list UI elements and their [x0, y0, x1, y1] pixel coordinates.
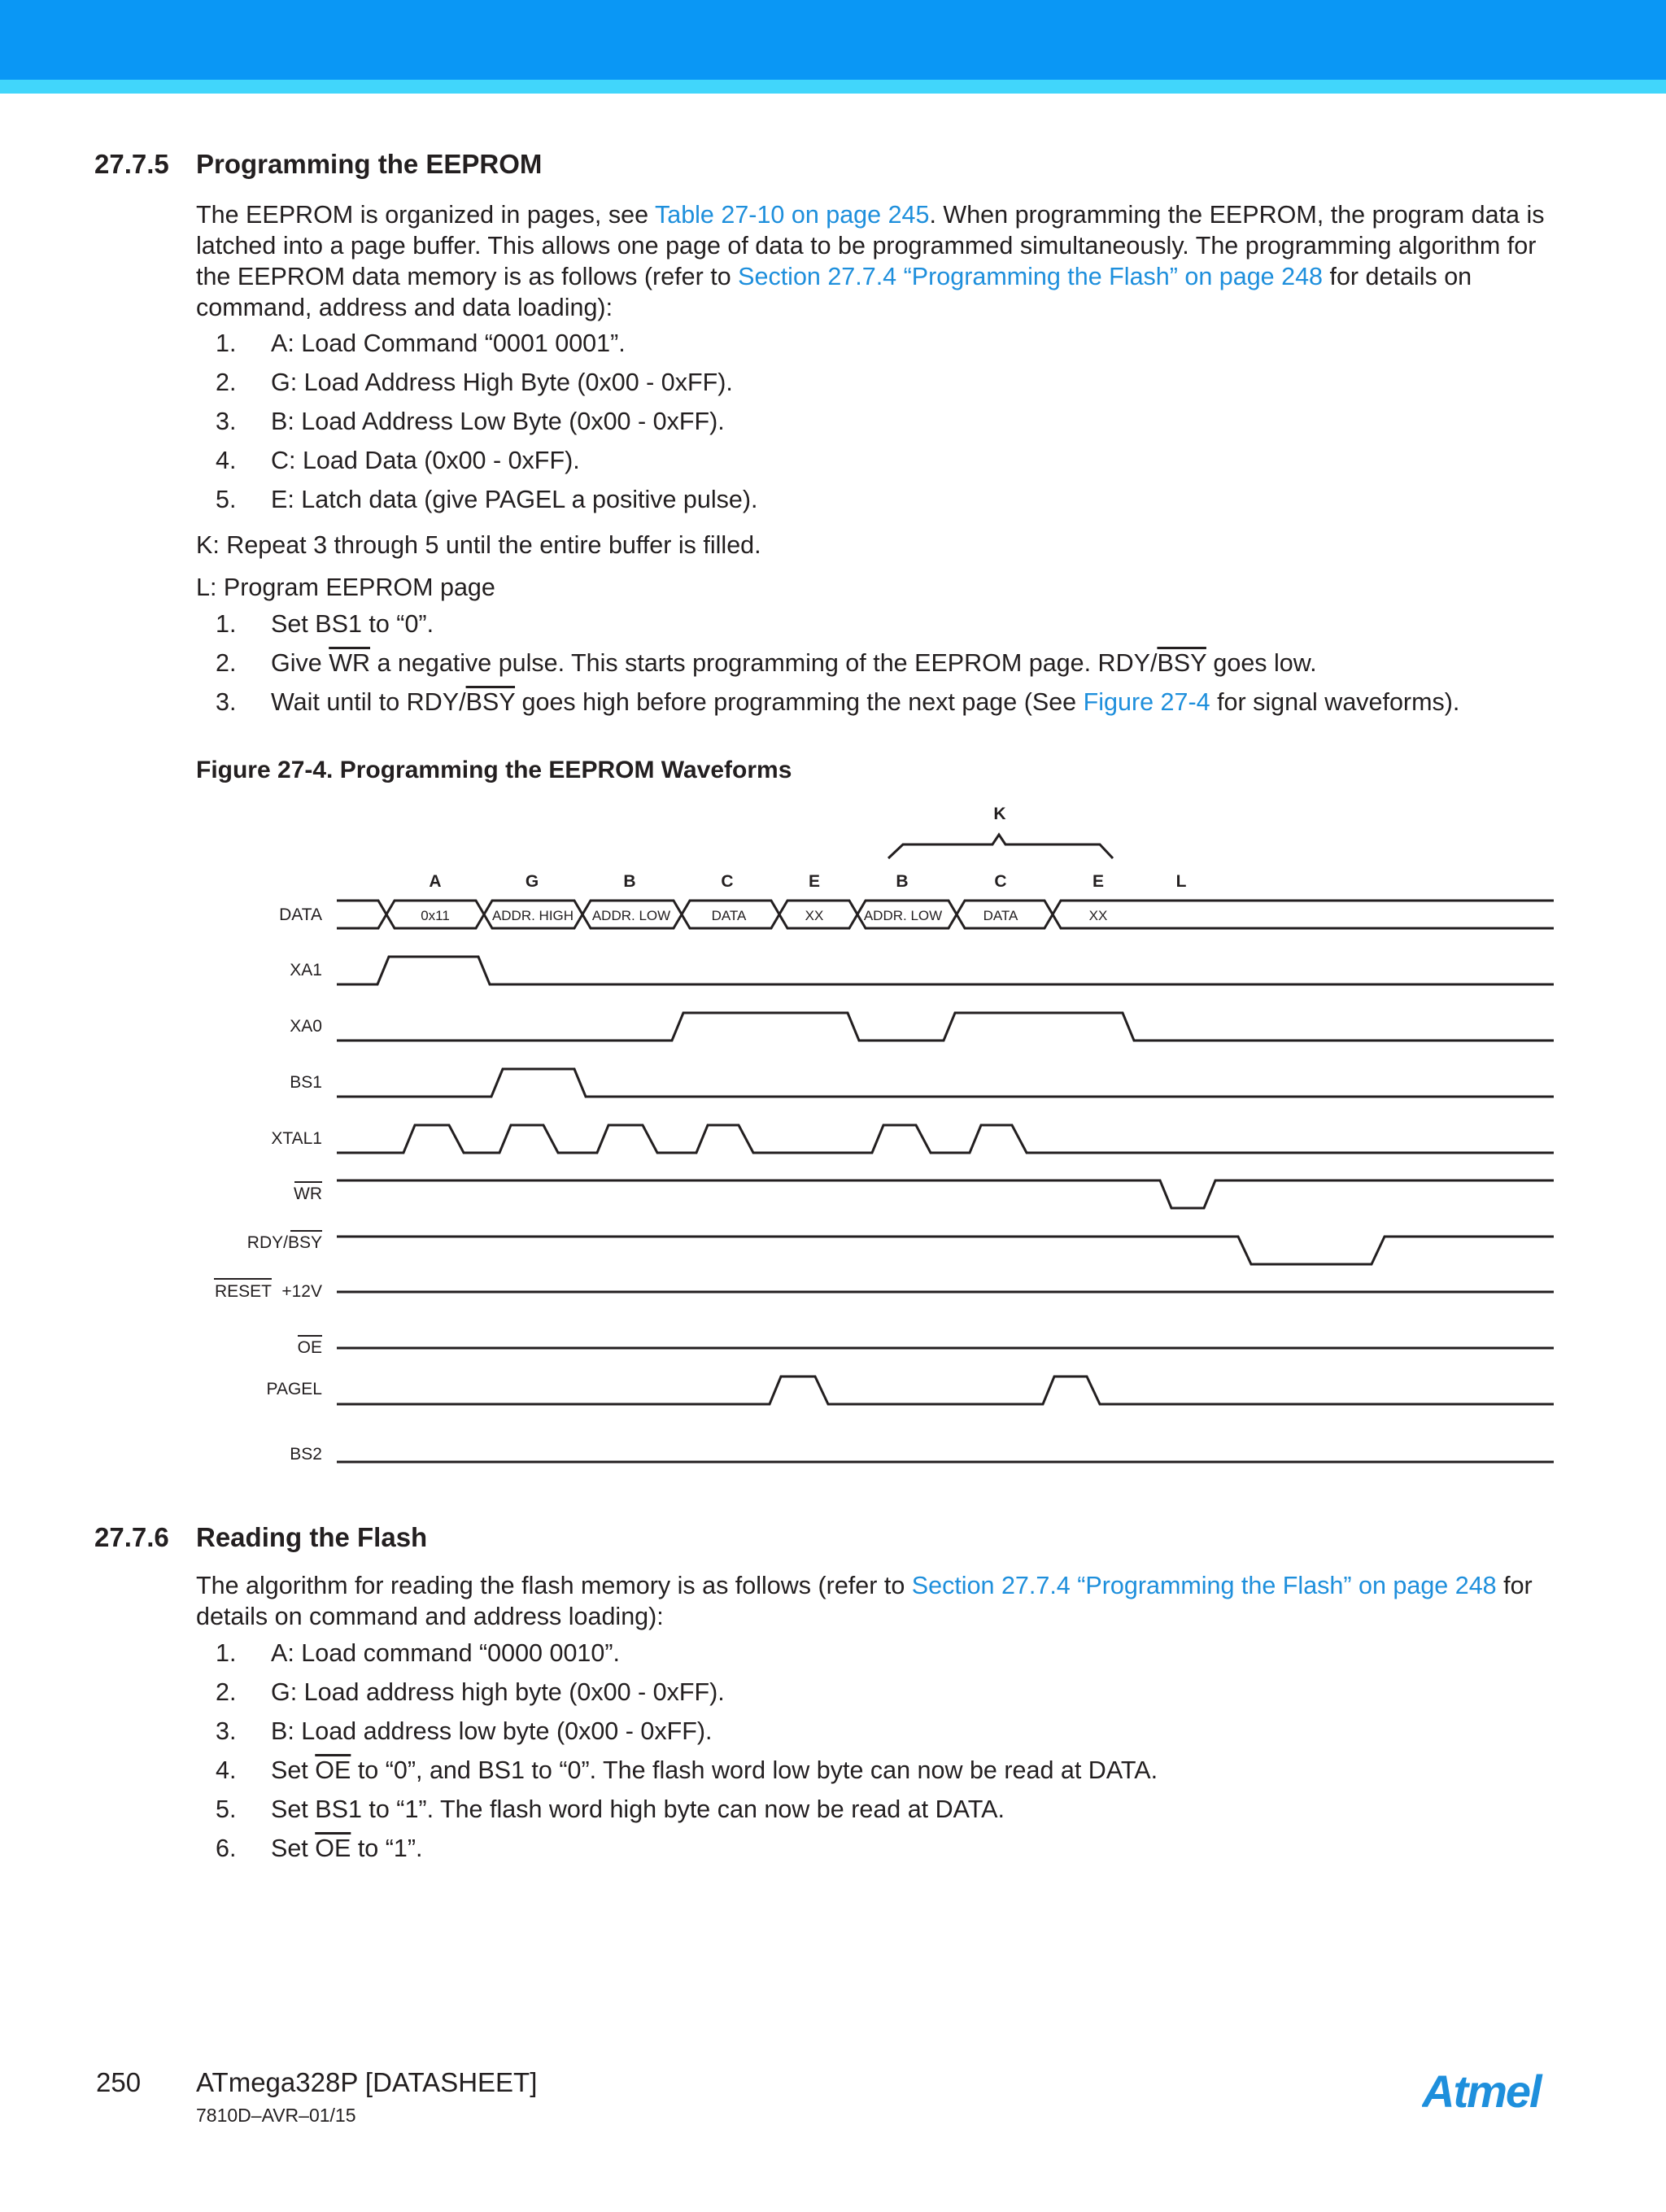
list-text: E: Latch data (give PAGEL a positive pulse). — [271, 486, 758, 513]
data-cell: DATA — [983, 908, 1018, 923]
list-text: A: Load Command “0001 0001”. — [271, 329, 626, 357]
list-number: 6. — [216, 1835, 237, 1862]
list-number: 4. — [216, 447, 237, 474]
section-number: 27.7.6 — [94, 1522, 169, 1552]
list-number: 3. — [216, 408, 237, 435]
intro-text: for details on command, address and data loading): — [196, 263, 1472, 321]
list-text: B: Load Address Low Byte (0x00 - 0xFF). — [271, 408, 725, 435]
list-item — [196, 484, 757, 515]
section-title: Programming the EEPROM — [196, 149, 543, 179]
list-text: G: Load address high byte (0x00 - 0xFF). — [271, 1678, 725, 1706]
reading-flash-intro-paragraph — [196, 1570, 1571, 1632]
section-heading-reading-flash — [94, 1521, 427, 1554]
xa1-waveform — [337, 957, 1554, 984]
signal-label-oe: OE — [297, 1338, 322, 1357]
page-number: 250 — [96, 2067, 142, 2097]
list-number: 1. — [216, 1639, 237, 1667]
signal-label-data: DATA — [279, 905, 322, 924]
signal-label-rdy-bsy — [247, 1233, 322, 1252]
list-text: a negative pulse. This starts programming of the EEPROM page. RDY/ — [370, 649, 1158, 677]
list-number: 5. — [216, 1795, 237, 1823]
logo-text: Atmel — [1422, 2066, 1541, 2115]
section-27-7-4-link[interactable]: Section 27.7.4 “Programming the Flash” on page 248 — [738, 263, 1324, 290]
intro-text: The EEPROM is organized in pages, see — [196, 201, 655, 229]
list-item — [196, 1833, 422, 1864]
l-program-line: L: Program EEPROM page — [196, 574, 495, 601]
document-code: 7810D–AVR–01/15 — [196, 2105, 356, 2126]
k-brace — [888, 835, 1113, 858]
k-repeat-line: K: Repeat 3 through 5 until the entire buffer is filled. — [196, 531, 761, 559]
intro-text: for details on command and address loading): — [196, 1572, 1533, 1630]
eeprom-intro-paragraph — [196, 199, 1571, 323]
list-item — [196, 1794, 1005, 1825]
section-27-7-4-link[interactable]: Section 27.7.4 “Programming the Flash” on page 248 — [911, 1572, 1497, 1599]
list-item — [196, 445, 580, 476]
list-item — [196, 1677, 725, 1708]
wr-signal: $\overline{WR}$ — [329, 649, 371, 677]
list-text: B: Load address low byte (0x00 - 0xFF). — [271, 1717, 713, 1745]
signal-label-reset-voltage: +12V — [281, 1282, 322, 1301]
list-number: 2. — [216, 369, 237, 396]
list-item — [196, 1716, 712, 1747]
list-item — [196, 1755, 1158, 1786]
signal-label-bs1: BS1 — [290, 1073, 322, 1092]
wr-waveform — [337, 1180, 1554, 1208]
list-number: 5. — [216, 486, 237, 513]
intro-text: . When programming the EEPROM, the program data is latched into a page buffer. This allows one page of data to be programmed simultaneously. The programming algorithm for the EEPROM data memory is as follows (refer to — [196, 201, 1545, 290]
data-cell: XX — [805, 908, 824, 923]
document-title: ATmega328P [DATASHEET] — [196, 2067, 538, 2097]
list-item — [196, 328, 626, 359]
list-text: Set — [271, 1756, 316, 1784]
phase-label: E — [1092, 872, 1105, 891]
eeprom-waveform-diagram — [0, 797, 1666, 1481]
list-text: goes low. — [1206, 649, 1317, 677]
signal-label-xtal1: XTAL1 — [271, 1129, 322, 1148]
signal-label-xa0: XA0 — [290, 1017, 322, 1036]
oe-signal: $\overline{OE}$ — [315, 1835, 351, 1862]
signal-label-wr: WR — [294, 1185, 322, 1203]
list-number: 2. — [216, 1678, 237, 1706]
data-cell: ADDR. LOW — [591, 908, 671, 923]
data-cell: DATA — [711, 908, 747, 923]
data-cell: ADDR. HIGH — [491, 908, 574, 923]
signal-label-bs2: BS2 — [290, 1445, 322, 1464]
list-number: 3. — [216, 1717, 237, 1745]
list-text: Give — [271, 649, 329, 677]
phase-label: C — [721, 872, 734, 891]
signal-label-xa1: XA1 — [290, 961, 322, 979]
pagel-waveform — [337, 1377, 1554, 1404]
list-number: 3. — [216, 688, 237, 716]
list-number: 4. — [216, 1756, 237, 1784]
list-item — [196, 609, 434, 639]
phase-label: G — [525, 872, 539, 891]
list-item — [196, 648, 1317, 678]
figure-27-4-link[interactable]: Figure 27-4 — [1083, 688, 1210, 716]
data-cell: 0x11 — [421, 908, 450, 923]
bsy-signal: $\overline{BSY}$ — [1157, 649, 1206, 677]
xtal1-waveform — [337, 1125, 1554, 1153]
list-text: Set BS1 to “0”. — [271, 610, 434, 638]
section-number: 27.7.5 — [94, 149, 169, 179]
phase-label: A — [429, 872, 442, 891]
oe-signal: $\overline{OE}$ — [315, 1756, 351, 1784]
list-text: G: Load Address High Byte (0x00 - 0xFF). — [271, 369, 733, 396]
phase-label: L — [1175, 872, 1187, 891]
list-text: to “0”, and BS1 to “0”. The flash word low byte can now be read at DATA. — [351, 1756, 1158, 1784]
list-number: 1. — [216, 610, 237, 638]
list-text: for signal waveforms). — [1210, 688, 1460, 716]
list-number: 2. — [216, 649, 237, 677]
header-bar — [0, 0, 1666, 80]
figure-caption: Figure 27-4. Programming the EEPROM Waveforms — [196, 757, 792, 783]
list-text: Wait until to RDY/ — [271, 688, 466, 716]
list-text: C: Load Data (0x00 - 0xFF). — [271, 447, 580, 474]
signal-label-reset: RESET — [214, 1282, 272, 1301]
list-item — [196, 367, 733, 398]
section-title: Reading the Flash — [196, 1522, 428, 1552]
phase-label: B — [896, 872, 909, 891]
intro-text: The algorithm for reading the flash memory is as follows (refer to — [196, 1572, 912, 1599]
data-cell: ADDR. LOW — [863, 908, 943, 923]
list-item — [196, 1638, 620, 1669]
atmel-logo — [1422, 2066, 1572, 2115]
list-text: A: Load command “0000 0010”. — [271, 1639, 620, 1667]
header-stripe — [0, 80, 1666, 94]
rdy-text: RDY/ — [246, 1233, 288, 1252]
list-number: 1. — [216, 329, 237, 357]
bsy-text: BSY — [287, 1233, 322, 1252]
list-item — [196, 406, 725, 437]
phase-label: E — [808, 872, 821, 891]
phase-label: C — [994, 872, 1007, 891]
list-text: goes high before programming the next page (See — [515, 688, 1084, 716]
k-label: K — [993, 805, 1006, 823]
phase-label: B — [623, 872, 636, 891]
list-text: to “1”. — [351, 1835, 423, 1862]
bsy-signal: $\overline{BSY}$ — [465, 688, 516, 716]
section-heading-programming-eeprom — [94, 148, 542, 181]
data-cell: XX — [1088, 908, 1108, 923]
signal-label-pagel: PAGEL — [266, 1380, 322, 1398]
list-item — [196, 687, 1459, 718]
bs1-waveform — [337, 1069, 1554, 1097]
list-text: Set BS1 to “1”. The flash word high byte can now be read at DATA. — [271, 1795, 1005, 1823]
rdy-bsy-waveform — [337, 1237, 1554, 1264]
xa0-waveform — [337, 1013, 1554, 1041]
list-text: Set — [271, 1835, 316, 1862]
table-27-10-link[interactable]: Table 27-10 on page 245 — [654, 201, 930, 229]
